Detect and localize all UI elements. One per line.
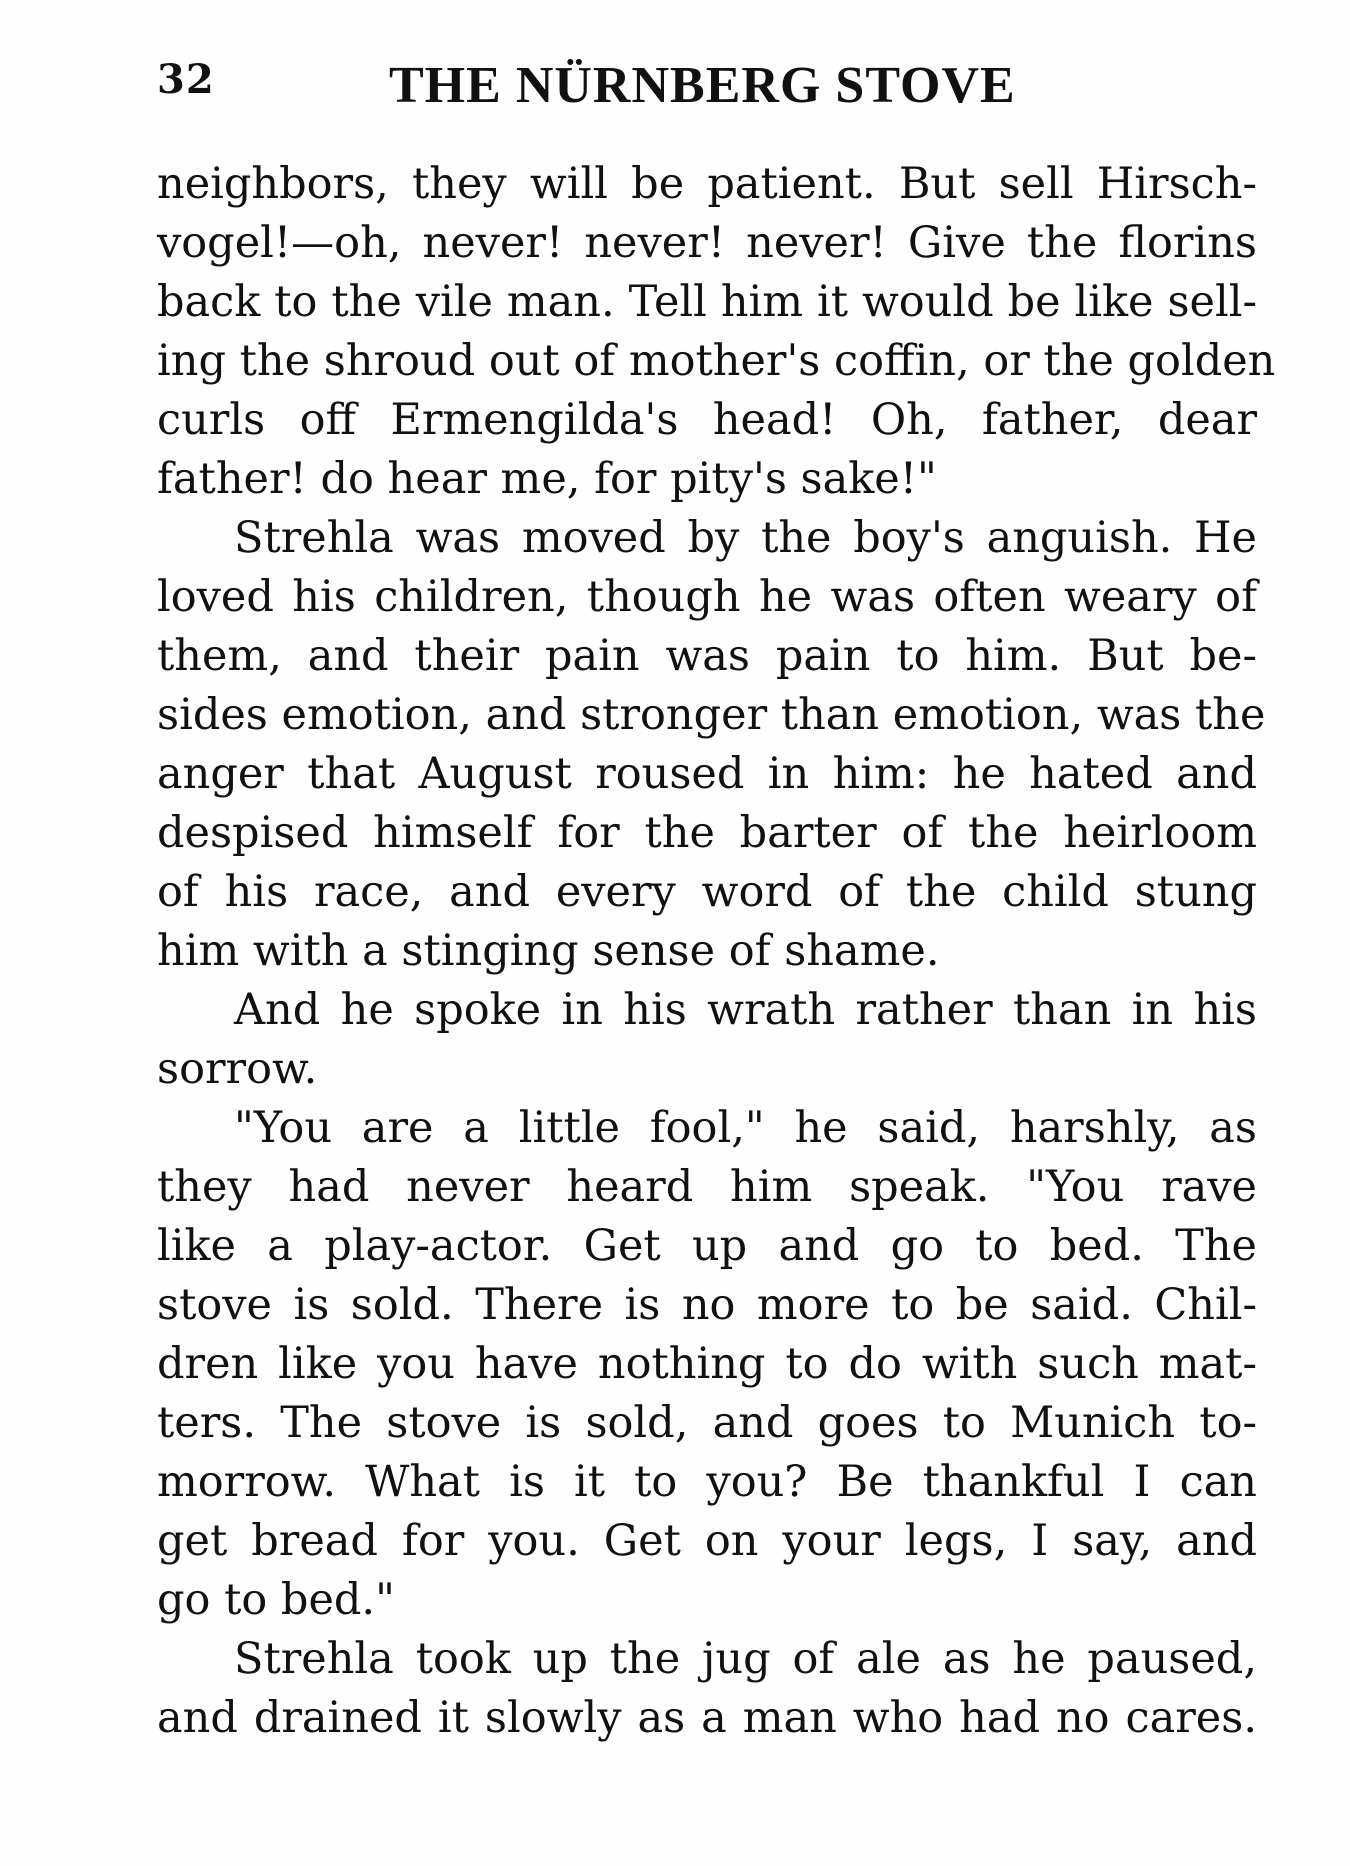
text-line: they had never heard him speak. "You rave xyxy=(157,1162,1257,1212)
text-line: like a play-actor. Get up and go to bed. The xyxy=(157,1221,1257,1271)
text-line: anger that August roused in him: he hated and xyxy=(157,749,1257,799)
text-line: back to the vile man. Tell him it would be like sell- xyxy=(157,277,1257,327)
text-line: "You are a little fool," he said, harshly, as xyxy=(234,1103,1257,1153)
text-line: ters. The stove is sold, and goes to Munich to- xyxy=(157,1398,1257,1448)
text-line: them, and their pain was pain to him. But be- xyxy=(157,631,1257,681)
body-text xyxy=(157,155,1276,1748)
text-line: ing the shroud out of mother's coffin, or the golden xyxy=(157,336,1276,386)
text-line: loved his children, though he was often weary of xyxy=(157,572,1257,622)
text-line: go to bed." xyxy=(157,1575,395,1625)
text-line: dren like you have nothing to do with such mat- xyxy=(157,1339,1257,1389)
running-head xyxy=(157,56,1257,116)
text-line: curls off Ermengilda's head! Oh, father, dear xyxy=(157,395,1257,445)
text-line: and drained it slowly as a man who had no cares. xyxy=(157,1693,1257,1743)
text-line: Strehla was moved by the boy's anguish. He xyxy=(234,513,1257,563)
text-line: sorrow. xyxy=(157,1044,318,1094)
text-line: him with a stinging sense of shame. xyxy=(157,926,940,976)
text-line: father! do hear me, for pity's sake!" xyxy=(157,454,937,504)
text-line: stove is sold. There is no more to be said. Chil- xyxy=(157,1280,1257,1330)
text-line: sides emotion, and stronger than emotion, was the xyxy=(157,690,1266,740)
text-line: morrow. What is it to you? Be thankful I can xyxy=(157,1457,1257,1507)
text-line: of his race, and every word of the child stung xyxy=(157,867,1257,917)
text-line: Strehla took up the jug of ale as he paused, xyxy=(234,1634,1257,1684)
book-title: THE NÜRNBERG STOVE xyxy=(389,57,1016,114)
text-line: vogel!—oh, never! never! never! Give the florins xyxy=(157,218,1257,268)
text-line: neighbors, they will be patient. But sell Hirsch- xyxy=(157,159,1257,209)
text-line: despised himself for the barter of the heirloom xyxy=(157,808,1257,858)
text-line: And he spoke in his wrath rather than in his xyxy=(234,985,1257,1035)
text-line: get bread for you. Get on your legs, I say, and xyxy=(157,1516,1257,1566)
page-number: 32 xyxy=(157,56,215,103)
